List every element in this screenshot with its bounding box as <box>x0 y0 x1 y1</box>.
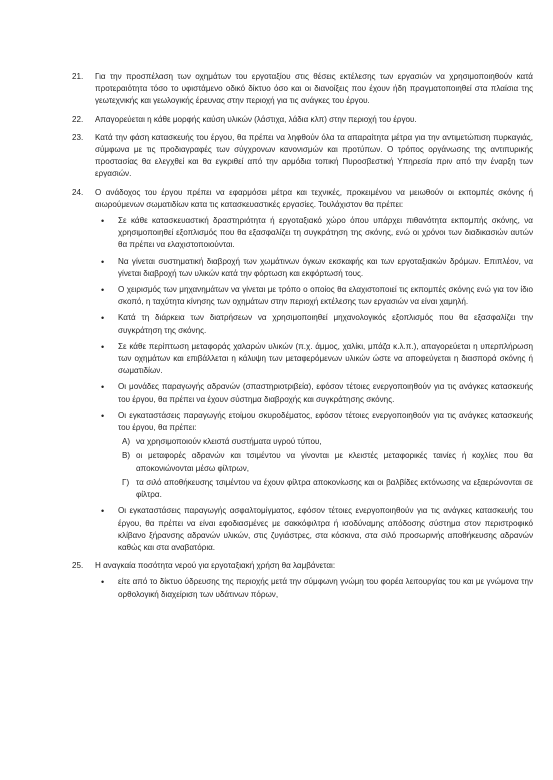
bullet-item <box>101 215 533 252</box>
sub-item-text: να χρησιμοποιούν κλειστά συστήματα υγρού τύπου, <box>136 437 322 447</box>
sub-item-text: οι μεταφορές αδρανών και τσιμέντου να γίνονται με κλειστές μεταφορικές ταινίες ή κοχλίες που θα αποκονιώνονται μέσω φίλτρων, <box>136 451 533 473</box>
bullet-item <box>101 505 533 554</box>
item-text: Κατά την φάση κατασκευής του έργου, θα πρέπει να ληφθούν όλα τα απαραίτητα μέτρα για την αντιμετώπιση πυρκαγιάς, σύμφωνα με τις προδιαγραφές των σύγχρονων κανονισμών και προτύπων. Ο τρόπος οργάνωσης της αντιπυρικής προστασίας θα ελεγχθεί και θα εγκριθεί από την αρμόδια τοπική Πυροσβεστική Υπηρεσία πριν από την έναρξη των εργασιών. <box>95 132 533 179</box>
item-text: Για την προσπέλαση των οχημάτων του εργοταξίου στις θέσεις εκτέλεσης των εργασιών να χρησιμοποιηθούν κατά προτεραιότητα τόσο το υφιστάμενο οδικό δίκτυο όσο και οι διανοίξεις που έχουν ήδη πραγματοποιηθεί στα πλαίσια της γεωτεχνικής και γεωλογικής έρευνας στην περιοχή για τις ανάγκες του έργου. <box>95 72 533 106</box>
bullet-item <box>101 256 533 280</box>
bullet-text: Ο χειρισμός των μηχανημάτων να γίνεται με τρόπο ο οποίος θα ελαχιστοποιεί τις εκπομπές σκόνης ενώ για τον ίδιο σκοπό, η ταχύτητα κίνησης των οχημάτων στην περιοχή εκτέλεσης των εργασιών να είναι χαμηλή. <box>118 285 533 307</box>
item-body <box>95 187 533 554</box>
bullet-icon: • <box>101 410 105 421</box>
bullet-text: Σε κάθε κατασκευαστική δραστηριότητα ή εργοταξιακό χώρο όπου υπάρχει πιθανότητα εκπομπής σκόνης, να χρησιμοποιηθεί εξοπλισμός που θα εξασφαλίζει τη συγκράτηση της σκόνης, ενώ οι χρόνοι των διαδικασιών αυτών θα πρέπει να ελαχιστοποιούνται. <box>118 216 533 250</box>
bullet-item <box>101 284 533 308</box>
list-item-24 <box>0 187 533 554</box>
list-item-22 <box>0 114 533 126</box>
bullet-text: Οι μονάδες παραγωγής αδρανών (σπαστηριοτριβεία), εφόσον τέτοιες ενεργοποιηθούν για τις ανάγκες κατασκευής του έργου, θα πρέπει να έχουν σύστημα διαβροχής και συγκράτησης σκόνης. <box>118 382 533 404</box>
list-item-23 <box>0 132 533 181</box>
bullet-text: Σε κάθε περίπτωση μεταφοράς χαλαρών υλικών (π.χ. άμμος, χαλίκι, μπάζα κ.λ.π.), απαγορεύεται η υπερπλήρωση των οχημάτων και επιβάλλεται η κάλυψη των μεταφερόμενων υλικών ώστε να αποφεύγεται η διασπορά σκόνης ή σωματιδίων. <box>118 341 533 376</box>
bullet-item <box>101 381 533 405</box>
sub-item-b <box>122 450 533 474</box>
list-item-25 <box>0 560 533 601</box>
bullet-text: Οι εγκαταστάσεις παραγωγής ετοίμου σκυροδέματος, εφόσον τέτοιες ενεργοποιηθούν για τις ανάγκες κατασκευής του έργου, θα πρέπει: <box>118 410 533 433</box>
sub-item-label: Α) <box>122 437 131 447</box>
bullet-icon: • <box>101 285 105 296</box>
bullet-text: Οι εγκαταστάσεις παραγωγής ασφαλτομίγματος, εφόσον τέτοιες ενεργοποιηθούν για τις ανάγκες κατασκευής του έργου, θα πρέπει να είναι εφοδιασμένες με σακκόφιλτρα ή ισοδύναμης απόδοσης σύστημα στον περιστροφικό κλίβανο ξήρανσης αδρανών υλικών, στις ζυγιάστρες, στα κόσκινα, στα σιλό προσωρινής αποθήκευσης αδρανών καθώς και στα αναβατόρια. <box>118 506 533 552</box>
bullet-item <box>101 312 533 336</box>
item-number: 25. <box>72 561 84 571</box>
item-number: 23. <box>72 132 84 142</box>
bullet-icon: • <box>101 341 105 352</box>
bullet-item <box>101 341 533 378</box>
item-number: 21. <box>72 72 84 81</box>
bullet-icon: • <box>101 382 105 393</box>
item-text: Η αναγκαία ποσότητα νερού για εργοταξιακή χρήση θα λαμβάνεται: <box>95 561 336 571</box>
bullet-icon: • <box>101 506 105 517</box>
sub-item-a <box>122 436 533 448</box>
bullet-icon: • <box>101 577 105 588</box>
sub-item-label: Γ) <box>122 477 130 487</box>
sub-item-label: Β) <box>122 451 131 461</box>
item-body <box>95 560 533 601</box>
bullet-item <box>101 576 533 600</box>
sub-item-c <box>122 477 533 501</box>
item-number: 22. <box>72 114 84 124</box>
item-text: Ο ανάδοχος του έργου πρέπει να εφαρμόσει μέτρα και τεχνικές, προκειμένου να μειωθούν οι εκπομπές σκόνης ή αιωρούμενων σωματιδίων κατα τις κατασκευαστικές εργασίες. Τουλάχιστον θα πρέπει: <box>95 187 533 209</box>
bullet-item <box>101 410 533 434</box>
bullet-text: Να γίνεται συστηματική διαβροχή των χωμάτινων όγκων εκσκαφής και των εργοταξιακών δρόμων. Επιπλέον, να γίνεται διαβροχή των υλικών κατά την φόρτωση και εκφόρτωσή τους. <box>118 256 533 278</box>
sub-item-text: τα σιλό αποθήκευσης τσιμέντου να έχουν φίλτρα αποκονίωσης και οι βαλβίδες εκτόνωσης να εξαερώνονται σε φίλτρα. <box>136 477 533 500</box>
bullet-text: Κατά τη διάρκεια των διατρήσεων να χρησιμοποιηθεί μηχανολογικός εξοπλισμός που θα εξασφαλίζει την συγκράτηση της σκόνης. <box>118 313 533 335</box>
item-text: Απαγορεύεται η κάθε μορφής καύση υλικών (λάστιχα, λάδια κλπ) στην περιοχή του έργου. <box>95 114 417 124</box>
list-item-21 <box>0 71 533 108</box>
bullet-icon: • <box>101 256 105 267</box>
bullet-icon: • <box>101 313 105 324</box>
bullet-icon: • <box>101 216 105 227</box>
bullet-text: είτε από το δίκτυο ύδρευσης της περιοχής μετά την σύμφωνη γνώμη του φορέα λειτουργίας του και με γνώμονα την ορθολογική διαχείριση των υδάτινων πόρων, <box>118 577 533 599</box>
item-number: 24. <box>72 187 84 197</box>
